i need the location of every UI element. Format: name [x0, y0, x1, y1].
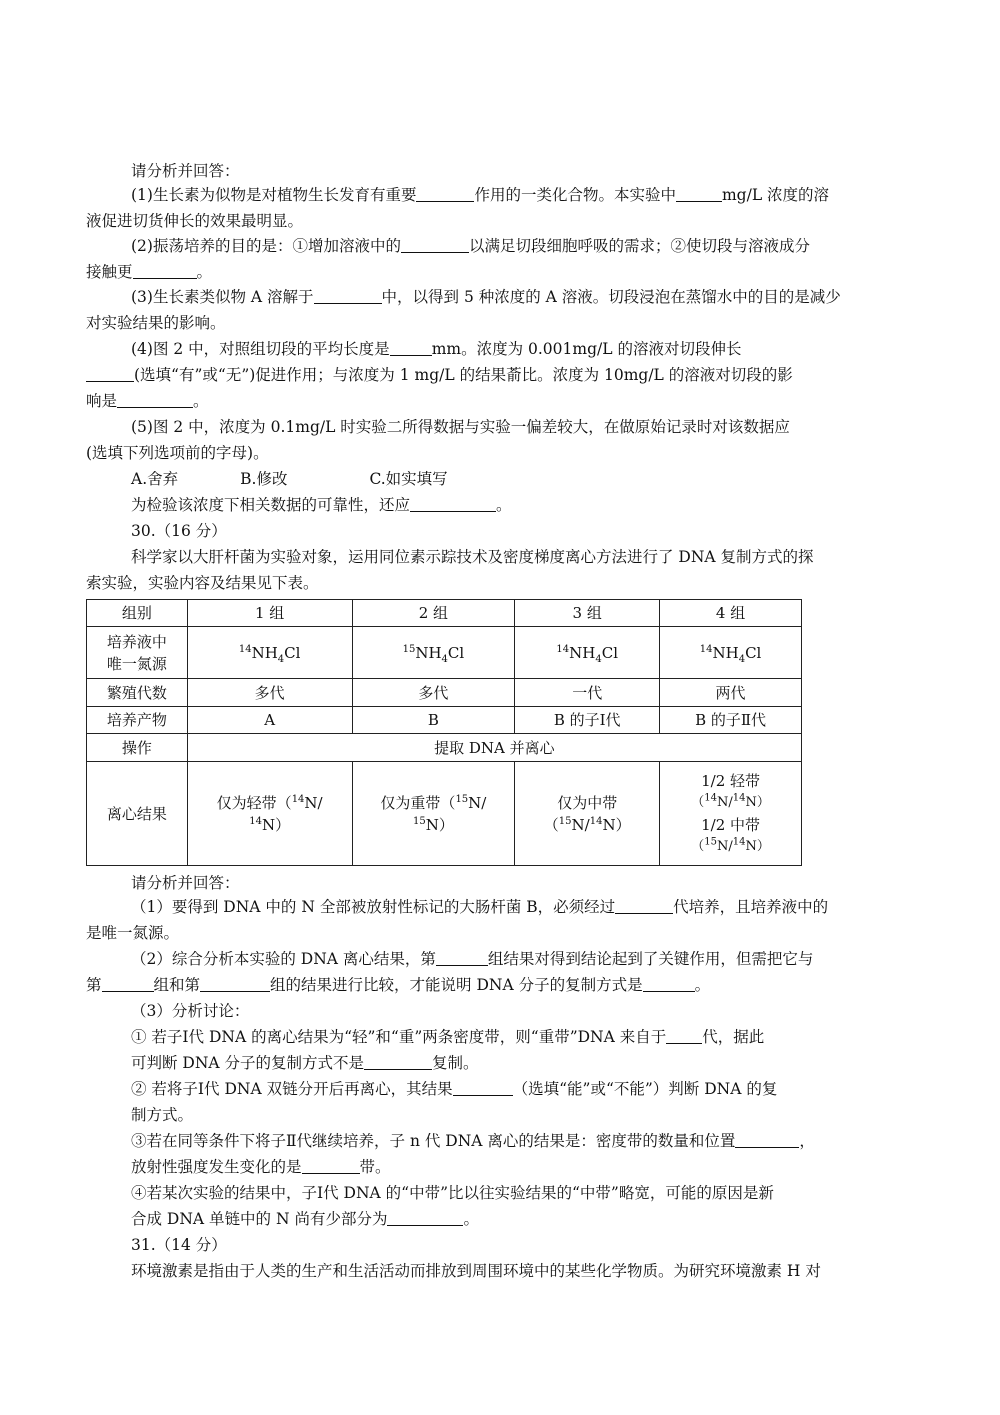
q31-intro: 环境激素是指由于人类的生产和生活活动而排放到周围环境中的某些化学物质。为研究环境激素 H 对: [131, 1262, 821, 1280]
q29-part3-line2: 对实验结果的影响。: [86, 314, 226, 332]
answer-blank[interactable]: [401, 237, 469, 253]
row-header: 组别: [87, 600, 188, 627]
row-header: 培养液中 唯一氮源: [87, 627, 188, 679]
answer-blank[interactable]: [314, 288, 382, 304]
answer-blank[interactable]: [643, 976, 695, 992]
table-row: [87, 734, 802, 762]
table-cell: B 的子Ⅱ代: [660, 707, 802, 734]
table-cell: 4 组: [660, 600, 802, 627]
answer-blank[interactable]: [735, 1132, 799, 1148]
q30-part3-4-line2: 合成 DNA 单链中的 N 尚有少部分为 。: [131, 1210, 479, 1228]
answer-blank[interactable]: [615, 898, 673, 914]
q29-part2-line1: (2)振荡培养的目的是：①增加溶液中的 以满足切段细胞呼吸的需求；②使切段与溶液成分: [131, 237, 810, 255]
answer-blank[interactable]: [102, 976, 154, 992]
q30-part3-3-line1: ③若在同等条件下将子Ⅱ代继续培养，子 n 代 DNA 离心的结果是：密度带的数量和位置 ，: [131, 1132, 815, 1150]
table-cell: 提取 DNA 并离心: [187, 734, 801, 762]
table-cell: B 的子Ⅰ代: [515, 707, 660, 734]
answer-blank[interactable]: [676, 186, 722, 202]
q31-heading: 31.（14 分）: [131, 1236, 227, 1254]
q30-part3-2-line1: ② 若将子Ⅰ代 DNA 双链分开后再离心，其结果 （选填“能”或“不能”）判断 DNA 的复: [131, 1080, 778, 1098]
q30-part3-1-line1: ① 若子Ⅰ代 DNA 的离心结果为“轻”和“重”两条密度带，则“重带”DNA 来自于 代，据此: [131, 1028, 765, 1046]
table-row: [87, 762, 802, 866]
q30-ask: 请分析并回答：: [131, 874, 240, 892]
row-header: 离心结果: [87, 762, 188, 866]
table-row: [87, 627, 802, 679]
q29-options: [131, 468, 908, 490]
q30-part3-4-line1: ④若某次实验的结果中，子Ⅰ代 DNA 的“中带”比以往实验结果的“中带”略宽，可能的原因是新: [131, 1184, 774, 1202]
q30-part3-1-line2: 可判断 DNA 分子的复制方式不是 复制。: [131, 1054, 479, 1072]
q29-part1-line1: (1)生长素为似物是对植物生长发育有重要 作用的一类化合物。本实验中 mg/L 浓度的溶: [131, 186, 830, 204]
q29-part3-line1: (3)生长素类似物 A 溶解于 中，以得到 5 种浓度的 A 溶液。切段浸泡在蒸馏水中的目的是减少: [131, 288, 841, 306]
option-c[interactable]: C.如实填写: [369, 470, 448, 488]
answer-blank[interactable]: [666, 1028, 702, 1044]
table-cell: 3 组: [515, 600, 660, 627]
q29-part5-line3: 为检验该浓度下相关数据的可靠性，还应 。: [131, 496, 512, 514]
answer-blank[interactable]: [387, 1210, 463, 1226]
q29-part4-line1: (4)图 2 中，对照组切段的平均长度是 mm。浓度为 0.001mg/L 的溶液对切段伸长: [131, 340, 742, 358]
table-cell: $^{14}NH_4Cl$: [187, 627, 352, 679]
answer-blank[interactable]: [436, 950, 488, 966]
q29-part5-line2: (选填下列选项前的字母)。: [86, 444, 269, 462]
q30-intro-line1: 科学家以大肝杆菌为实验对象，运用同位素示踪技术及密度梯度离心方法进行了 DNA 复制方式的探: [131, 548, 814, 566]
row-header: 繁殖代数: [87, 679, 188, 707]
answer-blank[interactable]: [302, 1158, 360, 1174]
table-cell: 仅为重带（$^{15}$N/ $^{15}$N）: [352, 762, 515, 866]
q30-heading: 30.（16 分）: [131, 522, 227, 540]
answer-blank[interactable]: [200, 976, 270, 992]
option-b[interactable]: B.修改: [240, 470, 288, 488]
table-cell: 多代: [187, 679, 352, 707]
q30-intro-line2: 索实验，实验内容及结果见下表。: [86, 574, 319, 592]
table-cell: 两代: [660, 679, 802, 707]
experiment-table: [86, 599, 802, 866]
q30-part3-2-line2: 制方式。: [131, 1106, 194, 1124]
row-header: 培养产物: [87, 707, 188, 734]
answer-blank[interactable]: [453, 1080, 513, 1096]
q30-part3-title: （3）分析讨论：: [131, 1002, 250, 1020]
table-cell: 仅为轻带（$^{14}$N/ $^{14}$N）: [187, 762, 352, 866]
q29-intro: 请分析并回答：: [131, 162, 240, 180]
answer-blank[interactable]: [133, 263, 197, 279]
q29-part2-line2: 接触更 。: [86, 263, 213, 281]
answer-blank[interactable]: [410, 496, 496, 512]
table-cell: $^{14}NH_4Cl$: [515, 627, 660, 679]
q30-part2-line1: （2）综合分析本实验的 DNA 离心结果，第 组结果对得到结论起到了关键作用，但需把它与: [131, 950, 814, 968]
q29-part4-line3: 响是 。: [86, 392, 209, 410]
table-cell: 多代: [352, 679, 515, 707]
answer-blank[interactable]: [117, 392, 193, 408]
table-cell: 1 组: [187, 600, 352, 627]
table-cell: 1/2 轻带 （$^{14}$N/$^{14}$N） 1/2 中带 （$^{15}$N/$^{14}$N）: [660, 762, 802, 866]
q30-part2-line2: 第 组和第 组的结果进行比较，才能说明 DNA 分子的复制方式是 。: [86, 976, 711, 994]
answer-blank[interactable]: [416, 186, 474, 202]
q29-part4-line2: (选填“有”或“无”)促进作用；与浓度为 1 mg/L 的结果萮比。浓度为 10mg/L 的溶液对切段的影: [86, 364, 908, 386]
table-row: [87, 600, 802, 627]
table-cell: 一代: [515, 679, 660, 707]
answer-blank[interactable]: [86, 366, 134, 382]
table-cell: A: [187, 707, 352, 734]
q30-part3-3-line2: 放射性强度发生变化的是 带。: [131, 1158, 391, 1176]
answer-blank[interactable]: [390, 340, 432, 356]
table-cell: B: [352, 707, 515, 734]
q30-part1-line2: 是唯一氮源。: [86, 924, 180, 942]
row-header: 操作: [87, 734, 188, 762]
q29-part5-line1: (5)图 2 中，浓度为 0.1mg/L 时实验二所得数据与实验一偏差较大，在做原始记录时对该数据应: [131, 418, 790, 436]
answer-blank[interactable]: [364, 1054, 432, 1070]
table-cell: 仅为中带 （$^{15}$N/$^{14}$N）: [515, 762, 660, 866]
table-row: [87, 679, 802, 707]
q30-part1-line1: （1）要得到 DNA 中的 N 全部被放射性标记的大肠杆菌 B，必须经过 代培养，且培养液中的: [131, 898, 829, 916]
table-cell: $^{14}NH_4Cl$: [660, 627, 802, 679]
option-a[interactable]: A.舍弃: [131, 470, 179, 488]
q29-part1-line2: 液促进切货伸长的效果最明显。: [86, 212, 304, 230]
table-cell: $^{15}NH_4Cl$: [352, 627, 515, 679]
table-cell: 2 组: [352, 600, 515, 627]
table-row: [87, 707, 802, 734]
